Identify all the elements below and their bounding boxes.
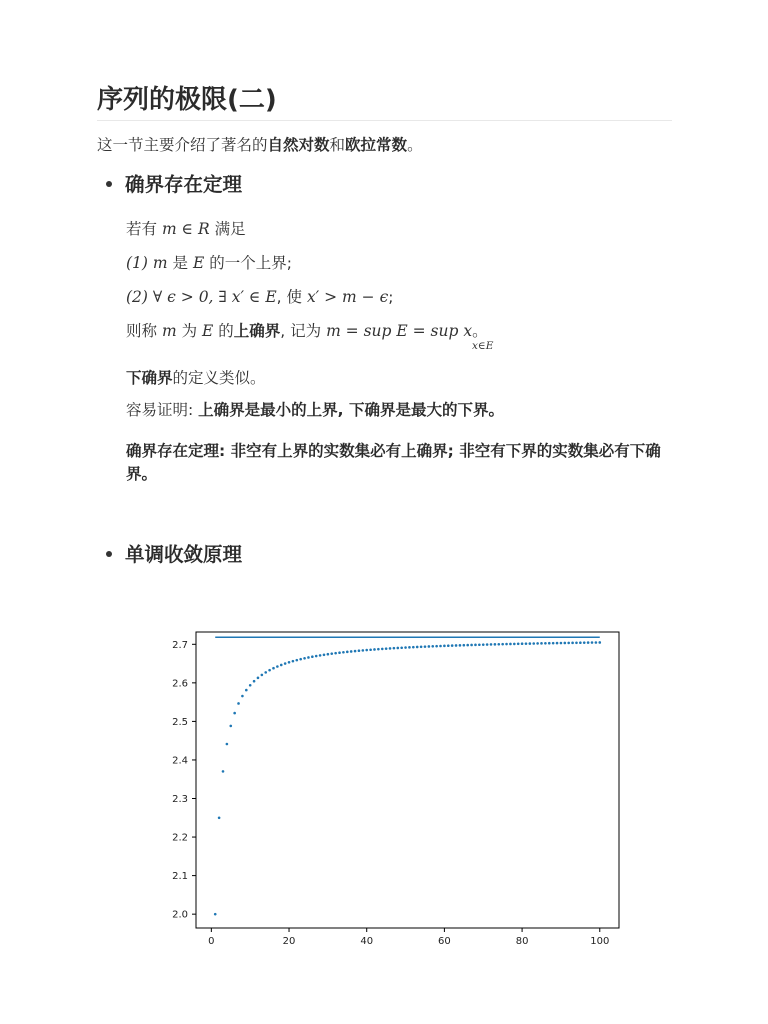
- data-point: [385, 647, 388, 650]
- data-point: [268, 669, 271, 672]
- data-point: [455, 644, 458, 647]
- text-fragment: 若有: [126, 220, 162, 238]
- data-point: [521, 642, 524, 645]
- x-axis: [208, 928, 609, 947]
- x-tick-label: 80: [515, 936, 529, 947]
- data-point: [529, 642, 532, 645]
- section-heading-text: 确界存在定理: [125, 173, 243, 196]
- section-heading-text: 单调收敛原理: [125, 543, 243, 566]
- data-point: [241, 695, 244, 698]
- data-point: [478, 643, 481, 646]
- term-infimum: 下确界: [126, 369, 173, 387]
- data-point: [552, 642, 555, 645]
- data-point: [229, 725, 232, 728]
- intro-connector: 和: [329, 136, 346, 154]
- y-tick-label: 2.4: [172, 755, 188, 767]
- data-point: [315, 655, 318, 658]
- data-point: [548, 642, 551, 645]
- data-point: [567, 642, 570, 645]
- data-point: [307, 656, 310, 659]
- plot-frame: [196, 632, 619, 928]
- data-point: [470, 644, 473, 647]
- data-point: [404, 646, 407, 649]
- x-tick-label: 0: [208, 936, 215, 947]
- bold-statement: 上确界是最小的上界, 下确界是最大的下界。: [198, 401, 504, 419]
- y-tick-label: 2.3: [172, 794, 188, 806]
- data-point: [587, 641, 590, 644]
- data-point: [517, 643, 520, 646]
- text-fragment: 的一个上界;: [204, 254, 292, 272]
- data-point: [463, 644, 466, 647]
- data-point: [276, 665, 279, 668]
- x-tick-label: 100: [590, 936, 610, 947]
- data-point: [214, 913, 217, 916]
- data-point: [245, 689, 248, 692]
- data-point: [393, 647, 396, 650]
- data-point: [525, 642, 528, 645]
- math-expression: (1): [126, 254, 153, 272]
- data-point: [226, 743, 229, 746]
- math-expression: E: [202, 322, 214, 340]
- data-point: [598, 641, 601, 644]
- math-expression: E: [192, 254, 205, 272]
- x-tick-label: 60: [438, 936, 451, 947]
- data-point: [280, 664, 283, 667]
- x-tick-label: 20: [282, 936, 296, 947]
- text-fragment: 的: [213, 322, 234, 340]
- y-tick-label: 2.5: [172, 716, 188, 728]
- data-point: [233, 712, 236, 715]
- data-point: [447, 644, 450, 647]
- data-point: [571, 642, 574, 645]
- data-point: [400, 646, 403, 649]
- data-point: [323, 653, 326, 656]
- text-fragment: 则称: [126, 322, 162, 340]
- data-point: [222, 770, 225, 773]
- data-point: [595, 641, 598, 644]
- math-expression: x′ > m − ϵ: [306, 288, 389, 306]
- data-point: [579, 641, 582, 644]
- page-title: 序列的极限(二): [97, 80, 672, 121]
- data-point: [501, 643, 504, 646]
- text-fragment: ;: [388, 288, 394, 306]
- data-point: [311, 655, 314, 658]
- data-point: [257, 677, 260, 680]
- data-point: [474, 644, 477, 647]
- data-point: [284, 662, 287, 665]
- data-point: [416, 646, 419, 649]
- data-point: [295, 659, 298, 662]
- term-natural-log: 自然对数: [267, 136, 330, 154]
- y-tick-label: 2.1: [172, 871, 188, 883]
- data-point: [443, 645, 446, 648]
- data-point: [327, 653, 330, 656]
- data-point: [536, 642, 539, 645]
- x-tick-label: 40: [360, 936, 374, 947]
- data-point: [494, 643, 497, 646]
- y-tick-label: 2.2: [172, 832, 188, 844]
- text-fragment: , 记为: [280, 322, 327, 340]
- data-point: [373, 648, 376, 651]
- data-point: [544, 642, 547, 645]
- data-point: [303, 657, 306, 660]
- data-point: [451, 644, 454, 647]
- data-point: [560, 642, 563, 645]
- math-expression: m = sup E = sup x: [326, 322, 473, 340]
- term-euler-constant: 欧拉常数: [345, 136, 408, 154]
- math-expression: m ∈ R: [161, 220, 210, 238]
- data-point: [288, 661, 291, 664]
- data-point: [365, 649, 368, 652]
- data-point: [583, 641, 586, 644]
- data-point: [362, 649, 365, 652]
- data-point: [396, 647, 399, 650]
- data-point: [330, 652, 333, 655]
- data-point: [486, 643, 489, 646]
- data-point: [591, 641, 594, 644]
- text-fragment: , 使: [276, 288, 307, 306]
- term-supremum: 上确界: [233, 322, 281, 340]
- data-point: [299, 658, 302, 661]
- data-point: [564, 642, 567, 645]
- data-point: [424, 645, 427, 648]
- data-point: [435, 645, 438, 648]
- sup-subscript: x∈E: [472, 340, 494, 352]
- data-point: [513, 643, 516, 646]
- text-fragment: 。: [472, 322, 488, 340]
- math-expression: m: [161, 322, 177, 340]
- data-point: [354, 650, 357, 653]
- data-point: [334, 652, 337, 655]
- data-point: [377, 648, 380, 651]
- text-fragment: 满足: [209, 220, 246, 238]
- data-point: [490, 643, 493, 646]
- data-point: [272, 667, 275, 670]
- data-point: [509, 643, 512, 646]
- data-point: [237, 702, 240, 705]
- data-point: [408, 646, 411, 649]
- text-fragment: 为: [176, 322, 202, 340]
- theorem-statement: 确界存在定理: 非空有上界的实数集必有上确界; 非空有下界的实数集必有下确界。: [126, 442, 661, 483]
- math-expression: m: [152, 254, 168, 272]
- data-point: [369, 648, 372, 651]
- data-point: [381, 648, 384, 651]
- data-point: [350, 650, 353, 653]
- data-point: [482, 643, 485, 646]
- data-point: [412, 646, 415, 649]
- data-point: [505, 643, 508, 646]
- data-point: [261, 674, 264, 677]
- data-point: [459, 644, 462, 647]
- y-axis: [172, 640, 196, 921]
- math-expression: ∀ ϵ > 0, ∃ x′ ∈ E: [152, 288, 277, 306]
- data-point: [466, 644, 469, 647]
- data-point: [253, 680, 256, 683]
- y-tick-label: 2.6: [172, 678, 188, 690]
- data-point: [358, 649, 361, 652]
- data-point: [575, 641, 578, 644]
- data-point: [249, 684, 252, 687]
- y-tick-label: 2.7: [172, 639, 188, 651]
- data-point: [342, 651, 345, 654]
- data-point: [428, 645, 431, 648]
- sequence-points: [214, 641, 601, 915]
- math-expression: (2): [126, 288, 153, 306]
- text-fragment: 容易证明:: [126, 401, 199, 419]
- intro-end: 。: [407, 136, 423, 154]
- data-point: [431, 645, 434, 648]
- intro-text: 这一节主要介绍了著名的: [97, 136, 268, 154]
- y-tick-label: 2.0: [172, 909, 188, 921]
- text-fragment: 是: [167, 254, 193, 272]
- data-point: [389, 647, 392, 650]
- data-point: [346, 651, 349, 654]
- data-point: [218, 816, 221, 819]
- data-point: [497, 643, 500, 646]
- data-point: [420, 645, 423, 648]
- data-point: [292, 660, 295, 663]
- data-point: [338, 651, 341, 654]
- data-point: [556, 642, 559, 645]
- text-fragment: 的定义类似。: [172, 369, 266, 387]
- data-point: [540, 642, 543, 645]
- data-point: [439, 645, 442, 648]
- data-point: [532, 642, 535, 645]
- data-point: [264, 671, 267, 674]
- data-point: [319, 654, 322, 657]
